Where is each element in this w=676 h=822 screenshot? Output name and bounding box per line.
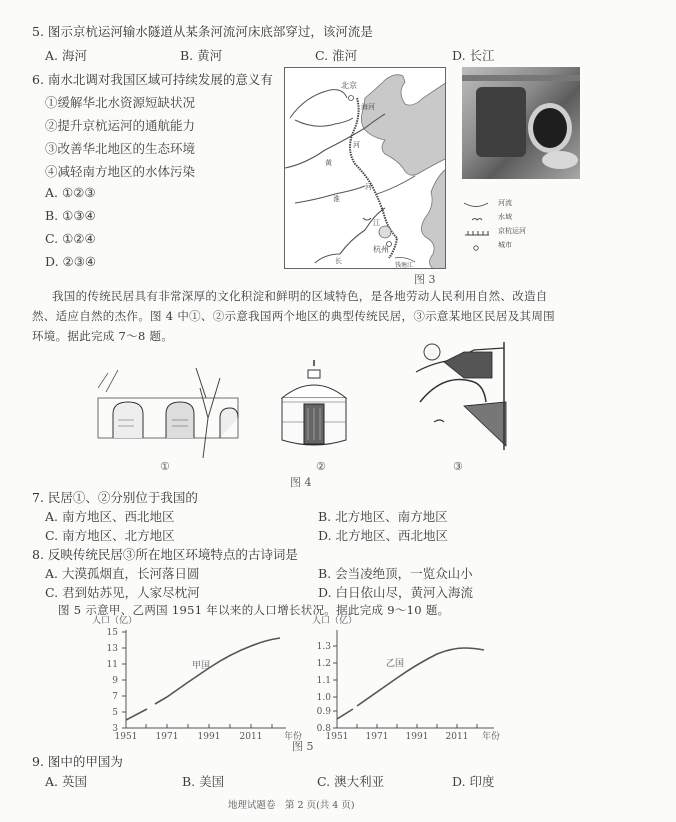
q6-option-a[interactable]: A. ①②③ (45, 185, 96, 200)
river-line-icon (462, 200, 490, 210)
yurt-icon (278, 358, 350, 450)
q9-option-b[interactable]: B. 美国 (182, 774, 225, 789)
city-dot-icon (472, 244, 480, 252)
legend-river: 河流 (498, 199, 512, 207)
map-label-qiantang: 钱塘江 (395, 262, 414, 269)
q8-option-b[interactable]: B. 会当凌绝顶，一览众山小 (318, 566, 473, 581)
q5-option-d[interactable]: D. 长江 (452, 48, 495, 63)
jia-ytick: 13 (106, 644, 118, 654)
q8-option-c[interactable]: C. 君到姑苏见，人家尽枕河 (45, 585, 200, 600)
q6-statement-4: ④减轻南方地区的水体污染 (45, 164, 196, 179)
chart-yi (304, 612, 504, 740)
fig4-label-1: ① (160, 460, 170, 473)
q5-option-a[interactable]: A. 海河 (45, 48, 87, 63)
jia-ytick: 5 (112, 708, 118, 718)
q9-option-a[interactable]: A. 英国 (45, 774, 87, 789)
q8-option-a[interactable]: A. 大漠孤烟直，长河落日圆 (45, 566, 200, 581)
q5-stem: 5. 图示京杭运河输水隧道从某条河流河床底部穿过，该河流是 (32, 24, 373, 39)
jia-xlabel: 年份 (284, 732, 303, 740)
q6-statement-1: ①缓解华北水资源短缺状况 (45, 95, 196, 110)
q7-option-c[interactable]: C. 南方地区、北方地区 (45, 528, 175, 543)
jia-ylabel: 人口（亿） (92, 616, 138, 626)
jia-xtick: 1951 (114, 732, 138, 740)
jia-xtick: 1991 (197, 732, 221, 740)
legend-water: 水域 (498, 213, 512, 221)
yi-xtick: 2011 (445, 732, 469, 740)
legend-canal: 京杭运河 (498, 227, 526, 235)
q7-option-a[interactable]: A. 南方地区、西北地区 (45, 509, 175, 524)
page-footer: 地理试题卷 第 2 页(共 4 页) (228, 800, 355, 811)
yi-population-chart (304, 612, 504, 740)
map-label-hangzhou: 杭州 (373, 245, 389, 254)
q9-option-c[interactable]: C. 澳大利亚 (317, 774, 385, 789)
yi-ylabel: 人口（亿） (312, 616, 358, 626)
intro-7-8-line3: 环境。据此完成 7～8 题。 (32, 329, 174, 343)
q6-option-c[interactable]: C. ①②④ (45, 231, 96, 246)
figure-3-caption: 图 3 (414, 273, 436, 286)
jia-xtick: 2011 (239, 732, 263, 740)
figure-3-map (284, 67, 446, 269)
yi-xlabel: 年份 (482, 732, 501, 740)
q8-stem: 8. 反映传统民居③所在地区环境特点的古诗词是 (32, 547, 298, 562)
q6-statement-3: ③改善华北地区的生态环境 (45, 141, 196, 156)
yurt-sketch (278, 358, 350, 450)
yi-ytick: 1.1 (316, 676, 331, 686)
canal-line-icon (464, 229, 490, 237)
legend-city: 城市 (498, 241, 512, 249)
intro-7-8-line2: 然、适应自然的杰作。图 4 中①、②示意我国两个地区的典型传统民居，③示意某地区民居及其周围 (32, 309, 555, 323)
map-label-huai: 淮 (333, 195, 340, 203)
q6-statement-2: ②提升京杭运河的通航能力 (45, 118, 196, 133)
q6-option-b[interactable]: B. ①③④ (45, 208, 96, 223)
jia-ytick: 9 (112, 676, 118, 686)
q5-option-c[interactable]: C. 淮河 (315, 48, 358, 63)
yi-ytick: 1.3 (316, 642, 331, 652)
fig4-label-2: ② (316, 460, 326, 473)
jia-ytick: 15 (106, 628, 118, 638)
figure-4-caption: 图 4 (290, 476, 312, 489)
cave-dwelling-icon (88, 358, 248, 460)
map-label-beijing: 北京 (341, 81, 357, 90)
q9-option-d[interactable]: D. 印度 (452, 774, 495, 789)
cave-dwelling-sketch (88, 358, 248, 460)
yi-xtick: 1951 (325, 732, 349, 740)
yi-ytick: 0.9 (316, 707, 331, 717)
water-town-icon (414, 342, 508, 450)
jia-population-chart (84, 612, 304, 740)
map-label-haihe: 海河 (361, 103, 375, 111)
jia-xtick: 1971 (155, 732, 179, 740)
map-label-he1: 河 (353, 141, 360, 149)
yi-annotation: 乙国 (386, 659, 405, 669)
map-label-chang: 长 (335, 257, 342, 265)
water-body-icon (470, 216, 484, 224)
jia-ytick: 7 (112, 692, 118, 702)
yi-ytick: 1.2 (316, 659, 331, 669)
q7-option-d[interactable]: D. 北方地区、西北地区 (318, 528, 449, 543)
q7-option-b[interactable]: B. 北方地区、南方地区 (318, 509, 448, 524)
fig4-label-3: ③ (453, 460, 463, 473)
intro-9-10: 图 5 示意甲、乙两国 1951 年以来的人口增长状况。据此完成 9～10 题。 (58, 603, 450, 617)
q6-option-d[interactable]: D. ②③④ (45, 254, 97, 269)
yi-xtick: 1971 (365, 732, 389, 740)
map-label-jiang: 江 (373, 219, 380, 227)
jia-ytick: 11 (106, 660, 118, 670)
map-label-he2: 河 (365, 183, 372, 191)
yi-xtick: 1991 (405, 732, 429, 740)
q9-stem: 9. 图中的甲国为 (32, 754, 123, 769)
canal-map-icon (285, 68, 446, 269)
q8-option-d[interactable]: D. 白日依山尽，黄河入海流 (318, 585, 474, 600)
chart-jia (84, 612, 304, 740)
intro-7-8-line1: 我国的传统民居具有非常深厚的文化积淀和鲜明的区域特色，是各地劳动人民利用自然、改造自 (52, 289, 548, 303)
map-label-huang: 黄 (325, 159, 332, 167)
water-town-sketch (414, 342, 508, 450)
figure-5-caption: 图 5 (292, 740, 314, 753)
jia-ytick: 3 (112, 724, 118, 734)
jia-annotation: 甲国 (192, 661, 211, 671)
tunnel-photo (462, 67, 580, 179)
yi-ytick: 0.8 (316, 724, 331, 734)
q6-stem: 6. 南水北调对我国区域可持续发展的意义有 (32, 72, 273, 87)
q5-option-b[interactable]: B. 黄河 (180, 48, 223, 63)
yi-ytick: 1.0 (316, 693, 331, 703)
q7-stem: 7. 民居①、②分别位于我国的 (32, 490, 198, 505)
map-legend (462, 198, 572, 268)
